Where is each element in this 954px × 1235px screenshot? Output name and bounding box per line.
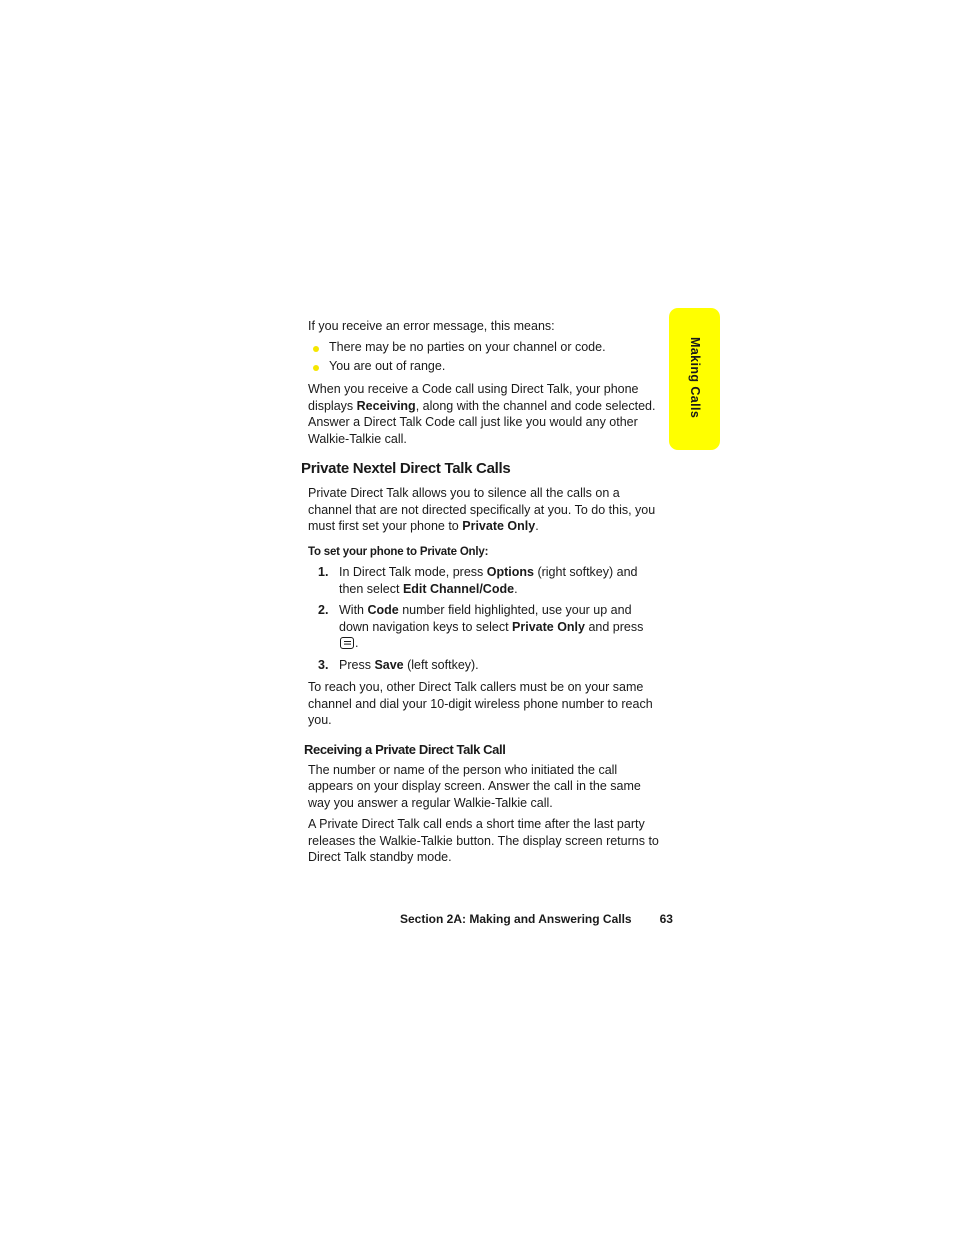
list-item [308, 358, 660, 375]
step-item [308, 564, 660, 597]
code-call-text: When you receive a Code call using Direct Talk, your phone displays [308, 382, 639, 413]
bullet-text: There may be no parties on your channel or code. [329, 339, 606, 354]
step-text: In Direct Talk mode, press [339, 565, 487, 579]
list-item [308, 339, 660, 356]
step-text: and press [584, 619, 644, 634]
step-number: 3. [318, 657, 329, 672]
error-bullet-list [308, 339, 660, 375]
step-item [308, 657, 660, 674]
steps-list [308, 564, 660, 673]
step-text: . [355, 636, 359, 650]
procedure-title: To set your phone to Private Only: [308, 545, 489, 558]
private-text: Private Direct Talk allows you to silence all the calls on a channel that are not directed specifically at you. To do this, you must first set your phone to [308, 486, 656, 533]
receiving-paragraph-2: A Private Direct Talk call ends a short time after the last party releases the Walkie-Talkie button. The display screen returns to Direct Talk standby mode. [308, 817, 659, 864]
page-footer [400, 912, 673, 926]
private-text-end: . [535, 519, 539, 533]
intro-text: If you receive an error message, this means: [308, 319, 555, 333]
step-text: With [339, 603, 368, 617]
step-number: 1. [318, 565, 329, 579]
page-number: 63 [659, 912, 673, 926]
options-term: Options [486, 565, 534, 579]
step-item [308, 602, 660, 652]
code-call-paragraph [308, 381, 660, 447]
code-term: Code [367, 603, 399, 617]
step-text: (right softkey) and then select [339, 565, 638, 596]
receiving-term: Receiving [356, 398, 416, 413]
save-term: Save [374, 657, 404, 672]
reach-paragraph: To reach you, other Direct Talk callers must be on your same channel and dial your 10-digit wireless phone number to reach you. [308, 680, 653, 727]
page-content [301, 318, 660, 871]
private-paragraph [308, 485, 660, 535]
step-text: (left softkey). [403, 657, 479, 672]
bullet-text: You are out of range. [329, 358, 446, 373]
bullet-dot-icon [313, 346, 319, 352]
private-only-term: Private Only [462, 519, 536, 533]
code-call-text-cont: , along with the channel and code selected. Answer a Direct Talk Code call just like you would any other Walkie-Talkie call. [308, 398, 656, 446]
private-only-term: Private Only [512, 619, 585, 634]
step-number: 2. [318, 603, 329, 617]
heading-private-calls: Private Nextel Direct Talk Calls [301, 460, 511, 477]
step-text: number field highlighted, use your up and down navigation keys to select [339, 603, 632, 634]
heading-receiving-call: Receiving a Private Direct Talk Call [304, 741, 506, 757]
edit-channel-code-term: Edit Channel/Code [402, 581, 515, 596]
step-text: Press [339, 657, 375, 672]
menu-ok-key-icon [340, 637, 354, 649]
bullet-dot-icon [313, 365, 319, 371]
section-tab-label: Making Calls [688, 337, 702, 419]
footer-section-title: Section 2A: Making and Answering Calls [400, 912, 632, 926]
step-text: . [514, 581, 518, 596]
receiving-paragraph-1: The number or name of the person who initiated the call appears on your display screen. Answer the call in the same way you answer a regular Walkie-Talkie call. [308, 762, 641, 810]
